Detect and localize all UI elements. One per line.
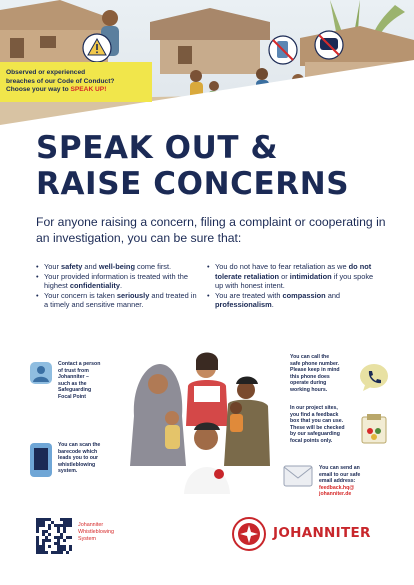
email-link[interactable]: johanniter.de bbox=[319, 491, 352, 498]
assurance-item: • You do not have to fear retaliation as we do not tolerate retaliation or intimidation if you spoke up with honest intent. bbox=[207, 262, 377, 291]
people-illustration bbox=[124, 346, 274, 494]
callout-line-3: Choose your way to SPEAK UP! bbox=[6, 86, 107, 94]
feedback-box-icon bbox=[361, 414, 387, 444]
qr-code[interactable] bbox=[36, 518, 72, 554]
whistleblowing-label: Johanniter Whistleblowing System bbox=[78, 522, 114, 542]
no-phone-icon bbox=[269, 36, 297, 64]
contact-text: Contact a person of trust from Johanniter – such as the Safeguarding Focal Point bbox=[58, 361, 101, 400]
assurance-item: • Your safety and well-being come first. bbox=[36, 262, 201, 272]
brand-name: JOHANNITER bbox=[273, 525, 371, 541]
tablet-icon bbox=[30, 443, 52, 477]
callout-line-2: breaches of our Code of Conduct? bbox=[6, 77, 115, 85]
feedback-box-text: In our project sites, you find a feedback box that you can use. These will be checked by our safeguarding focal points only. bbox=[290, 405, 345, 444]
assurance-item: • You are treated with compassion and professionalism. bbox=[207, 291, 377, 310]
no-chat-icon bbox=[315, 31, 343, 59]
headline-line-2: RAISE CONCERNS bbox=[36, 166, 350, 202]
intro-text: For anyone raising a concern, filing a complaint or cooperating in an investigation, you can be sure that: bbox=[36, 215, 386, 245]
johanniter-logo-icon bbox=[232, 517, 266, 551]
warning-icon bbox=[83, 34, 111, 62]
page-title bbox=[36, 130, 396, 202]
phone-chat-icon bbox=[359, 363, 389, 391]
speak-up-callout bbox=[0, 62, 152, 102]
assurance-item: • Your concern is taken seriously and treated in a timely and sensitive manner. bbox=[36, 291, 201, 310]
assurances-left bbox=[36, 262, 201, 310]
email-link[interactable]: feedback.hq@ bbox=[319, 484, 355, 491]
barcode-text: You can scan the barecode which leads you to our whistleblowing system. bbox=[58, 442, 101, 475]
headline-line-1: SPEAK OUT & bbox=[36, 130, 279, 166]
callout-line-1: Observed or experienced bbox=[6, 69, 86, 76]
assurances-right bbox=[207, 262, 377, 310]
email-text: You can send an email to our safe email address: feedback.hq@ johanniter.de bbox=[319, 465, 361, 498]
assurance-item: • Your provided information is treated with the highest confidentiality. bbox=[36, 272, 201, 291]
envelope-icon bbox=[283, 465, 313, 487]
person-icon bbox=[30, 362, 52, 384]
phone-text: You can call the safe phone number. Please keep in mind this phone does operate during working hours. bbox=[290, 354, 340, 393]
